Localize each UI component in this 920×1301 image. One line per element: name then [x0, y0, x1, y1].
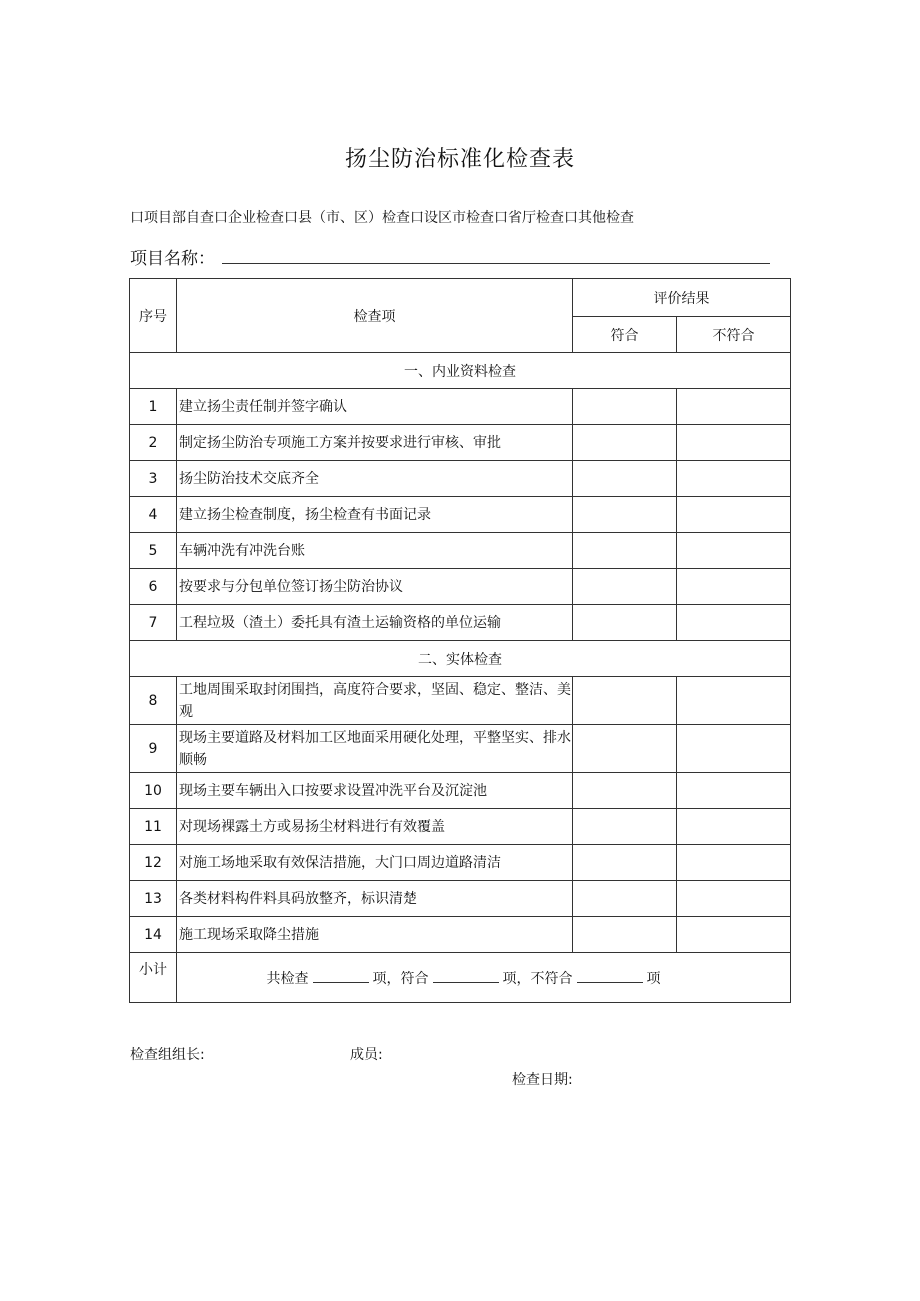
check-item: 各类材料构件料具码放整齐，标识清楚	[177, 881, 573, 917]
pass-cell[interactable]	[573, 845, 677, 881]
fail-cell[interactable]	[677, 725, 791, 773]
subtotal-total-label: 共检查	[266, 970, 309, 987]
row-number: 1	[130, 389, 177, 425]
table-row	[130, 605, 791, 641]
table-row	[130, 881, 791, 917]
fail-cell[interactable]	[677, 425, 791, 461]
fail-cell[interactable]	[677, 809, 791, 845]
project-name-input-line[interactable]	[222, 263, 770, 264]
pass-cell[interactable]	[573, 809, 677, 845]
header-result: 评价结果	[573, 279, 791, 317]
fail-cell[interactable]	[677, 461, 791, 497]
check-item: 建立扬尘责任制并签字确认	[177, 389, 573, 425]
header-pass: 符合	[573, 317, 677, 353]
pass-cell[interactable]	[573, 533, 677, 569]
header-item: 检查项	[177, 279, 573, 353]
table-row	[130, 389, 791, 425]
check-item: 建立扬尘检查制度，扬尘检查有书面记录	[177, 497, 573, 533]
table-row	[130, 845, 791, 881]
fail-cell[interactable]	[677, 677, 791, 725]
row-number: 5	[130, 533, 177, 569]
check-item: 工地周围采取封闭围挡，高度符合要求，坚固、稳定、整洁、美观	[177, 677, 573, 725]
row-number: 9	[130, 725, 177, 773]
section-title: 一、内业资料检查	[130, 353, 791, 389]
check-item: 扬尘防治技术交底齐全	[177, 461, 573, 497]
table-row	[130, 917, 791, 953]
row-number: 13	[130, 881, 177, 917]
subtotal-unit-label: 项	[646, 970, 661, 987]
section-title: 二、实体检查	[130, 641, 791, 677]
fail-cell[interactable]	[677, 773, 791, 809]
check-item: 现场主要道路及材料加工区地面采用硬化处理，平整坚实、排水顺畅	[177, 725, 573, 773]
table-row	[130, 533, 791, 569]
pass-cell[interactable]	[573, 725, 677, 773]
pass-count-blank[interactable]	[433, 968, 499, 983]
fail-cell[interactable]	[677, 389, 791, 425]
row-number: 7	[130, 605, 177, 641]
fail-cell[interactable]	[677, 881, 791, 917]
table-row	[130, 809, 791, 845]
row-number: 11	[130, 809, 177, 845]
table-row	[130, 497, 791, 533]
header-seq: 序号	[130, 279, 177, 353]
check-item: 工程垃圾（渣土）委托具有渣土运输资格的单位运输	[177, 605, 573, 641]
project-name-label: 项目名称：	[130, 249, 215, 269]
pass-cell[interactable]	[573, 425, 677, 461]
fail-cell[interactable]	[677, 533, 791, 569]
table-row	[130, 461, 791, 497]
row-number: 8	[130, 677, 177, 725]
row-number: 10	[130, 773, 177, 809]
pass-cell[interactable]	[573, 605, 677, 641]
subtotal-label: 小计	[130, 953, 177, 1003]
check-item: 制定扬尘防治专项施工方案并按要求进行审核、审批	[177, 425, 573, 461]
table-row	[130, 677, 791, 725]
pass-cell[interactable]	[573, 569, 677, 605]
check-item: 车辆冲洗有冲洗台账	[177, 533, 573, 569]
check-type-options[interactable]: 口项目部自查口企业检查口县（市、区）检查口设区市检查口省厅检查口其他检查	[130, 210, 634, 226]
date-label: 检查日期:	[512, 1072, 573, 1088]
table-row	[130, 569, 791, 605]
row-number: 3	[130, 461, 177, 497]
fail-cell[interactable]	[677, 917, 791, 953]
pass-cell[interactable]	[573, 497, 677, 533]
page-title: 扬尘防治标准化检查表	[344, 147, 575, 172]
row-number: 4	[130, 497, 177, 533]
table-row	[130, 425, 791, 461]
check-item: 按要求与分包单位签订扬尘防治协议	[177, 569, 573, 605]
pass-cell[interactable]	[573, 773, 677, 809]
pass-cell[interactable]	[573, 677, 677, 725]
subtotal-summary	[177, 953, 791, 1003]
subtotal-pass-label: 项，符合	[372, 970, 429, 987]
check-item: 施工现场采取降尘措施	[177, 917, 573, 953]
check-item: 对施工场地采取有效保洁措施，大门口周边道路清洁	[177, 845, 573, 881]
pass-cell[interactable]	[573, 917, 677, 953]
total-count-blank[interactable]	[313, 968, 369, 983]
pass-cell[interactable]	[573, 389, 677, 425]
fail-cell[interactable]	[677, 569, 791, 605]
row-number: 2	[130, 425, 177, 461]
pass-cell[interactable]	[573, 461, 677, 497]
check-item: 对现场裸露土方或易扬尘材料进行有效覆盖	[177, 809, 573, 845]
fail-count-blank[interactable]	[577, 968, 643, 983]
check-item: 现场主要车辆出入口按要求设置冲洗平台及沉淀池	[177, 773, 573, 809]
fail-cell[interactable]	[677, 845, 791, 881]
header-fail: 不符合	[677, 317, 791, 353]
pass-cell[interactable]	[573, 881, 677, 917]
inspection-table	[129, 278, 791, 1003]
row-number: 12	[130, 845, 177, 881]
fail-cell[interactable]	[677, 497, 791, 533]
subtotal-fail-label: 项，不符合	[502, 970, 573, 987]
table-row	[130, 773, 791, 809]
fail-cell[interactable]	[677, 605, 791, 641]
subtotal-row	[130, 953, 791, 1003]
row-number: 14	[130, 917, 177, 953]
leader-label: 检查组组长:	[130, 1047, 205, 1063]
members-label: 成员:	[350, 1047, 383, 1063]
table-row	[130, 725, 791, 773]
row-number: 6	[130, 569, 177, 605]
